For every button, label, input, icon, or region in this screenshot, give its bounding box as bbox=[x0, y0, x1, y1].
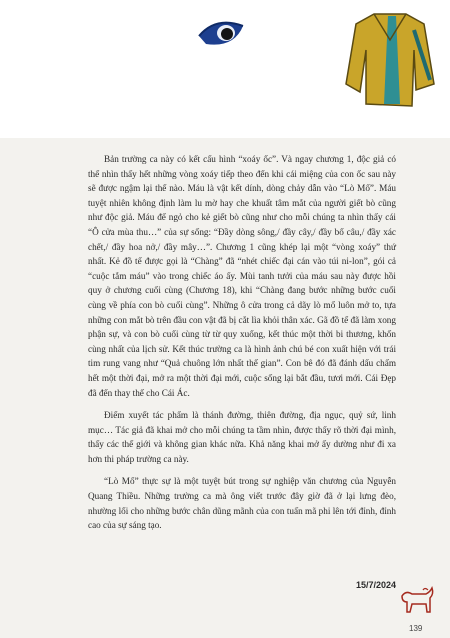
paragraph: Điểm xuyết tác phẩm là thánh đường, thiên đường, địa ngục, quỷ sứ, linh mục… Tác giả đã khai mở cho mỗi chúng ta tầm nhìn, được thấy rõ thời đại mình, thấy các thế giới và không gian khác nữa. Khả năng khai mở ấy dường như đi xa hơn thi pháp trường ca này. bbox=[88, 410, 396, 464]
paragraph: “Lò Mổ” thực sự là một tuyệt bút trong sự nghiệp văn chương của Nguyễn Quang Thiều. Những trường ca mà ông viết trước đây giờ đã ở lại lưng đèo, nhường lối cho những bước chân dũng mãnh của con tuấn mã phi lên tới đỉnh, đỉnh cao của sự sáng tạo. bbox=[88, 476, 396, 531]
bull-icon bbox=[398, 586, 436, 618]
jacket-icon bbox=[344, 10, 436, 108]
paragraph: Bản trường ca này có kết cấu hình “xoáy ốc”. Và ngay chương 1, độc giả có thể nhìn thấy hết những vòng xoáy tiếp theo đến khi cái miệng của con ốc sau này sẽ được ngậm lại thế nào. Máu là vật kết dính, dòng chảy dẫn vào “Lò Mổ”. Máu tuyệt nhiên không định làm lu mờ hay che khuất tâm mắt của người giết bò cũng như độc giả. Máu để ngỏ cho kẻ giết bò cũng như cho mỗi chúng ta nhìn thấy cái “Ô cửa mùa thu…” của sự sống: “Đầy dòng sông,/ đầy cây,/ đầy bố câu,/ đầy xác chết,/ đầy hoa nở,/ đầy mây…”. Chương 1 cũng khép lại một “vòng xoáy” thứ nhất. Kẻ đồ tể được gọi là “Chàng” đã “nhét chiếc đại cán vào túi ni-lon”, gói cả “cuộc tắm máu” vào trong chiếc áo ấy. Mùi tanh tưởi của máu sau này được hồi quy ở chương cuối cùng (Chương 18), khi “Chàng đang bước những bước cuối cùng về phía con bò cuối cùng”. Những ô cửa trong cả dãy lò mổ luôn mở to, tựa những con mắt bò trên đầu con vật đã bị cắt lìa khỏi thân xác. Gã đồ tể đã làm xong phận sự, và con bò cuối cùng từ từ quy xuống, kết thúc một thời bi thương, khốn cùng nhất của lịch sử. Kết thúc trường ca là hình ảnh chú bé con xuất hiện với trái tim rung vang như “Quả chuông lớn nhất thế gian”. Con bê đó đã đánh dấu chấm hết một thời đại, mở ra một thời đại mới, cuộc sống lại bắt đầu, tươi mới. Cái Đẹp đã đến thay thế cho Cái Ác. bbox=[88, 154, 396, 398]
date-stamp: 15/7/2024 bbox=[355, 580, 396, 590]
article-body bbox=[88, 152, 396, 541]
page-number: 139 bbox=[409, 624, 423, 633]
eye-icon bbox=[196, 14, 246, 54]
